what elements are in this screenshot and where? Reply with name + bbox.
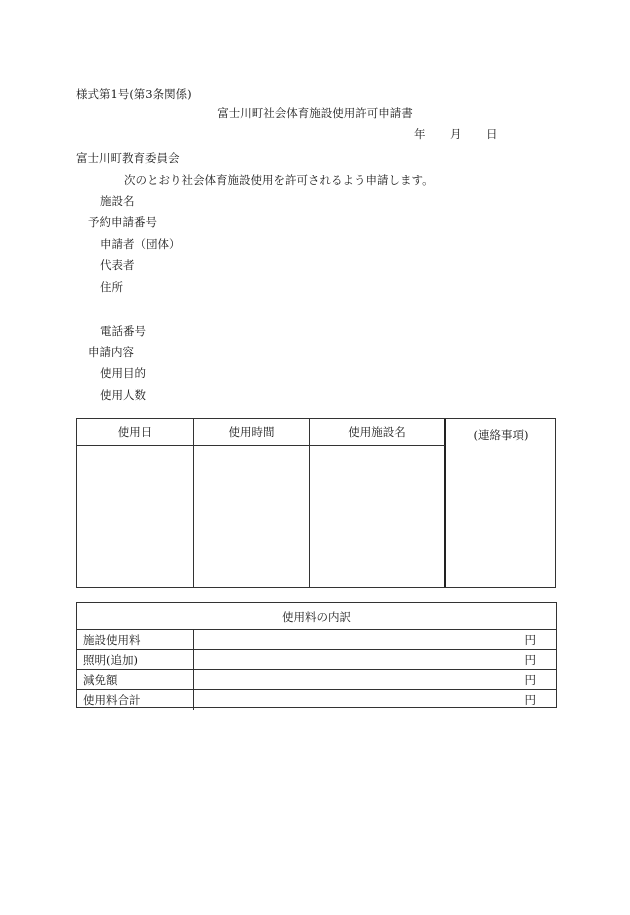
usage-header-date: 使用日: [117, 425, 153, 439]
fee-row-label: 照明(追加): [83, 653, 138, 667]
fee-row-unit: 円: [524, 673, 536, 687]
usage-header-facility: 使用施設名: [348, 425, 406, 439]
intro-text: 次のとおり社会体育施設使用を許可されるよう申請します。: [124, 173, 434, 187]
fee-row-unit: 円: [524, 693, 536, 707]
fee-row-divider: [193, 630, 194, 650]
fee-row-unit: 円: [524, 653, 536, 667]
field-purpose: 使用目的: [100, 366, 146, 380]
fee-row-divider: [193, 670, 194, 690]
fee-row-divider: [193, 650, 194, 670]
fee-table-title: 使用料の内訳: [282, 610, 351, 624]
field-attendees: 使用人数: [100, 388, 146, 402]
usage-header-time: 使用時間: [228, 425, 275, 439]
field-applicant: 申請者（団体）: [100, 237, 181, 251]
field-application-details: 申請内容: [88, 345, 134, 359]
usage-notes-header: (連絡事項): [473, 428, 529, 442]
field-address: 住所: [100, 280, 123, 294]
fee-row-label: 施設使用料: [83, 633, 141, 647]
fee-row: [77, 649, 556, 670]
usage-header-line: [77, 445, 445, 446]
date-year: 年: [414, 127, 426, 141]
field-facility-name: 施設名: [100, 194, 135, 208]
date-month: 月: [450, 127, 462, 141]
fee-row-unit: 円: [524, 633, 536, 647]
usage-table: [76, 418, 556, 588]
field-representative: 代表者: [100, 258, 135, 272]
fee-row-label: 使用料合計: [83, 693, 141, 707]
fee-row: [77, 689, 556, 710]
field-reservation-number: 予約申請番号: [88, 215, 157, 229]
date-day: 日: [486, 127, 498, 141]
recipient: 富士川町教育委員会: [76, 151, 180, 165]
fee-row: [77, 669, 556, 690]
fee-table: [76, 602, 557, 708]
fee-row-label: 減免額: [83, 673, 118, 687]
field-phone: 電話番号: [100, 324, 146, 338]
fee-row-divider: [193, 690, 194, 710]
form-title: 富士川町社会体育施設使用許可申請書: [217, 106, 413, 120]
form-number: 様式第1号(第3条関係): [76, 87, 192, 101]
fee-row: [77, 629, 556, 650]
